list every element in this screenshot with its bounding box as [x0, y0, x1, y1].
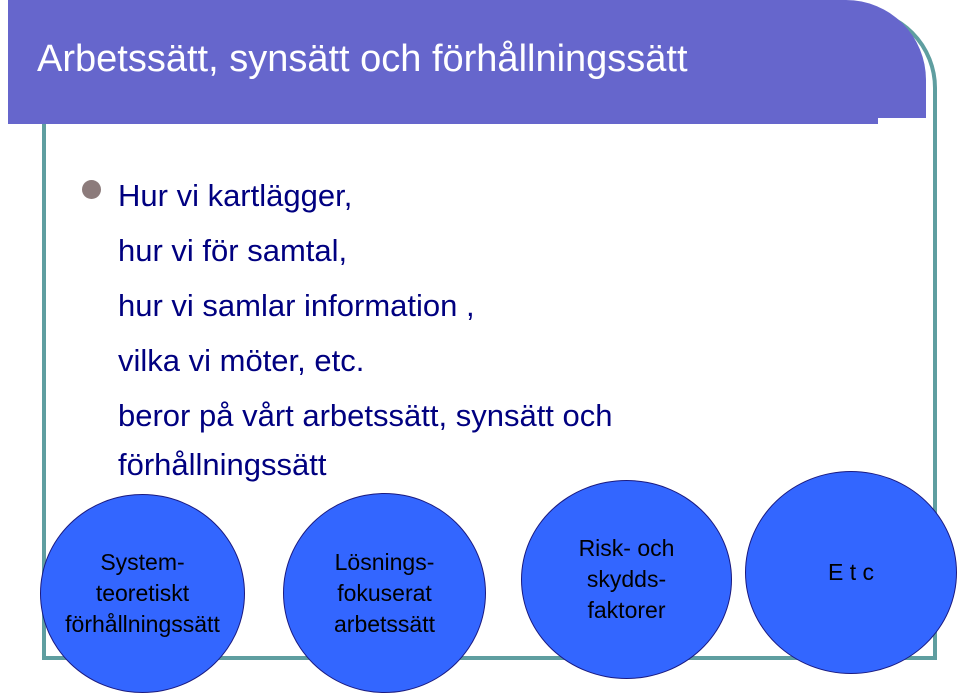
circle-label: E t c: [827, 559, 874, 585]
circle-etc: [745, 471, 957, 674]
bullet-line: hur vi för samtal,: [118, 233, 348, 268]
bullet-text: [118, 168, 613, 487]
circle-label: arbetssätt: [334, 610, 435, 637]
bullet-line: vilka vi möter, etc.: [118, 343, 365, 378]
title-underline: [8, 118, 878, 124]
slide-title: Arbetssätt, synsätt och förhållningssätt: [37, 38, 688, 80]
circle-label: förhållningssätt: [65, 611, 220, 637]
bullet-line: hur vi samlar information ,: [118, 288, 475, 323]
bullet-line: beror på vårt arbetssätt, synsätt och: [118, 398, 613, 433]
circle-label: faktorer: [587, 597, 666, 623]
circle-label: fokuserat: [337, 579, 432, 606]
circle-label: Risk- och: [578, 535, 675, 561]
circle-losningsfokuserat: [283, 493, 486, 693]
circle-systemteoretiskt: [40, 494, 245, 693]
bullet-line: Hur vi kartlägger,: [118, 178, 353, 213]
circle-label: Lösnings-: [334, 548, 435, 575]
bullet-line: förhållningssätt: [118, 447, 327, 482]
circle-risk-och-skyddsfaktorer: [521, 480, 732, 679]
circle-label: teoretiskt: [95, 580, 190, 606]
bullet-icon: [82, 180, 101, 199]
circle-label: System-: [100, 549, 185, 575]
circle-label: skydds-: [586, 566, 667, 592]
